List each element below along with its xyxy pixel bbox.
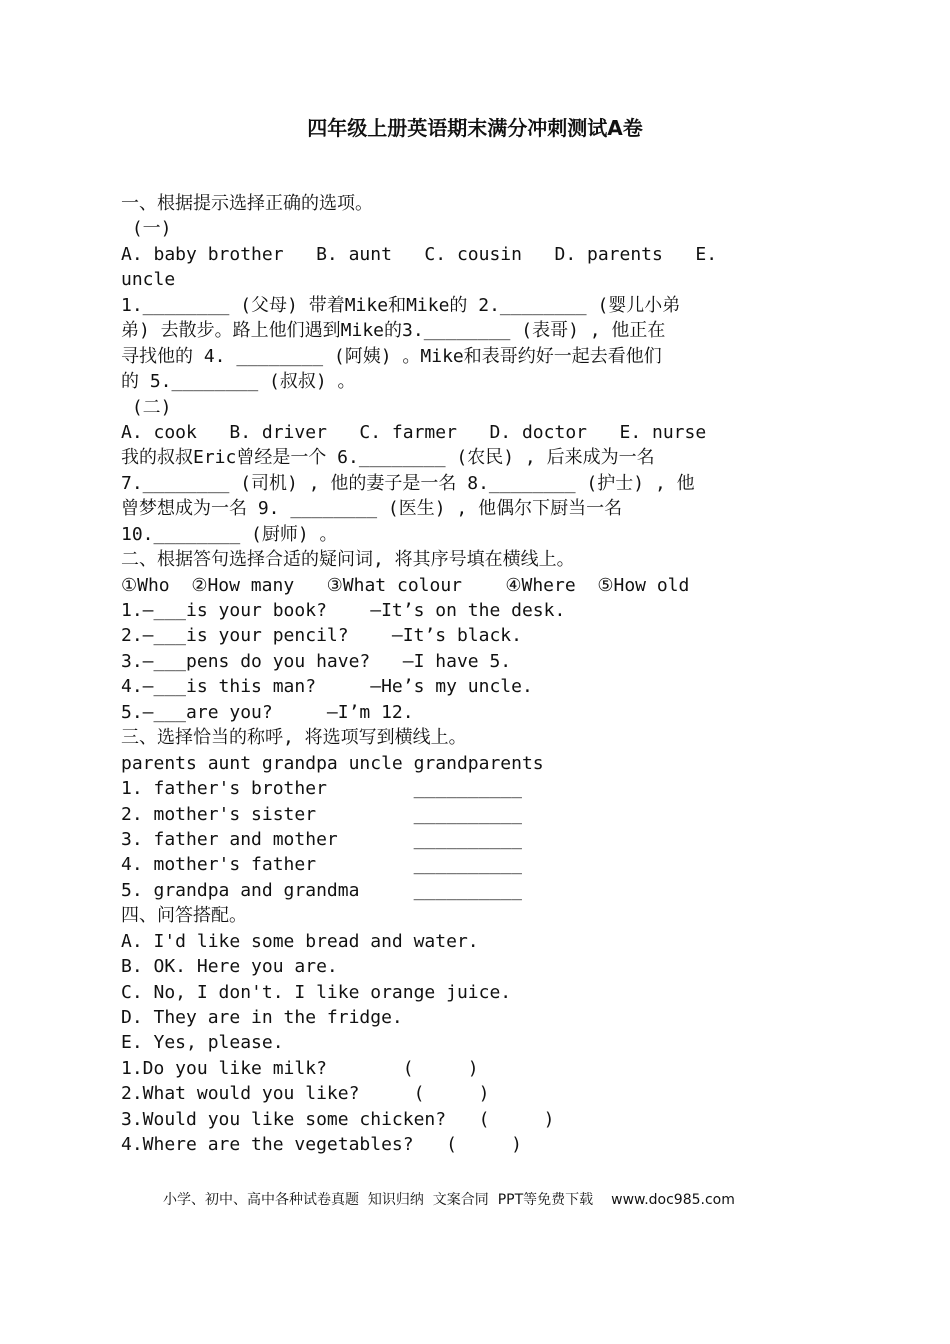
matching-question: 3.Would you like some chicken? ( ) — [121, 1108, 555, 1130]
page-footer — [163, 1190, 803, 1210]
relative-item: 2. mother's sister __________ — [121, 803, 522, 825]
matching-question: 1.Do you like milk? ( ) — [121, 1057, 479, 1079]
section-1-heading: 一、根据提示选择正确的选项。 — [121, 193, 373, 214]
footer-text: 小学、初中、高中各种试卷真题 知识归纳 文案合同 PPT等免费下载 — [163, 1192, 594, 1208]
relative-item: 5. grandpa and grandma __________ — [121, 879, 522, 901]
answer-option: D. They are in the fridge. — [121, 1007, 403, 1028]
matching-question: 4.Where are the vegetables? ( ) — [121, 1134, 522, 1156]
page-title: 四年级上册英语期末满分冲刺测试A卷 — [307, 116, 643, 140]
section-4-heading: 四、问答搭配。 — [121, 905, 247, 927]
relative-item: 1. father's brother __________ — [121, 778, 522, 800]
part-1-label: (一) — [121, 218, 172, 240]
answer-option: C. No, I don't. I like orange juice. — [121, 981, 512, 1003]
question-word-options: ①Who ②How many ③What colour ④Where ⑤How old — [121, 574, 690, 596]
footer-url[interactable]: www.doc985.com — [611, 1192, 735, 1208]
worksheet-body — [121, 191, 771, 1158]
dialogue-item: 3.—___pens do you have? —I have 5. — [121, 650, 512, 672]
answer-option: A. I'd like some bread and water. — [121, 930, 479, 952]
part-1-passage-line: 的 5.________ (叔叔) 。 — [121, 371, 356, 393]
part-1-passage-line: 弟) 去散步。路上他们遇到Mike的3.________ (表哥) , 他正在 — [121, 320, 666, 342]
part-2-passage-line: 10.________ (厨师) 。 — [121, 523, 338, 545]
section-2-heading: 二、根据答句选择合适的疑问词, 将其序号填在横线上。 — [121, 549, 575, 571]
dialogue-item: 2.—___is your pencil? —It’s black. — [121, 625, 522, 647]
section-3-heading: 三、选择恰当的称呼, 将选项写到横线上。 — [121, 727, 467, 749]
part-1-passage-line: 寻找他的 4. ________ (阿姨) 。Mike和表哥约好一起去看他们 — [121, 345, 662, 367]
part-2-label: (二) — [121, 396, 172, 418]
part-1-options: A. baby brother B. aunt C. cousin D. parents E. — [121, 243, 718, 265]
dialogue-item: 1.—___is your book? —It’s on the desk. — [121, 600, 566, 621]
relative-word-bank: parents aunt grandpa uncle grandparents — [121, 752, 544, 774]
part-2-passage-line: 7.________ (司机) , 他的妻子是一名 8.________ (护士) , 他 — [121, 472, 695, 494]
part-2-options: A. cook B. driver C. farmer D. doctor E. nurse — [121, 421, 707, 443]
answer-option: E. Yes, please. — [121, 1032, 284, 1054]
dialogue-item: 5.—___are you? —I’m 12. — [121, 701, 414, 723]
part-2-passage-line: 曾梦想成为一名 9. ________ (医生) , 他偶尔下厨当一名 — [121, 498, 623, 520]
matching-question: 2.What would you like? ( ) — [121, 1083, 490, 1105]
part-1-passage-line: 1.________ (父母) 带着Mike和Mike的 2.________ (婴儿小弟 — [121, 294, 681, 316]
relative-item: 3. father and mother __________ — [121, 828, 522, 850]
relative-item: 4. mother's father __________ — [121, 854, 522, 876]
answer-option: B. OK. Here you are. — [121, 956, 338, 978]
dialogue-item: 4.—___is this man? —He’s my uncle. — [121, 676, 533, 698]
part-2-passage-line: 我的叔叔Eric曾经是一个 6.________ (农民) , 后来成为一名 — [121, 447, 655, 469]
part-1-options-continued: uncle — [121, 269, 176, 291]
